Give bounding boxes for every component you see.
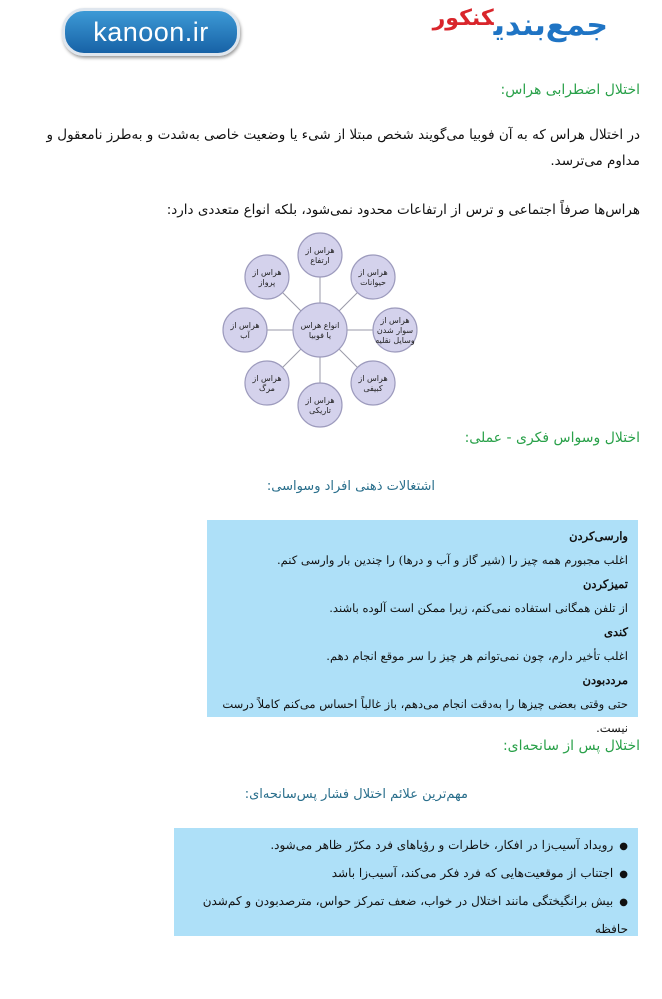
ocd-box: [207, 520, 638, 735]
phobia-node-label: هراس از: [358, 374, 388, 384]
ocd-item-title: تمیزکردن: [582, 577, 628, 591]
phobia-node-label: پرواز: [258, 277, 276, 287]
subheading-ocd: اشتغالات ذهنی افراد وسواسی:: [266, 479, 435, 494]
kanoon-logo[interactable]: [62, 8, 240, 56]
center-node-circle: [293, 303, 347, 357]
ocd-item-title: مرددبودن: [582, 673, 628, 687]
center-node-label: انواع هراس: [300, 321, 340, 330]
heading-ptsd: اختلال پس از سانحه‌ای:: [502, 738, 640, 754]
phobia-node-label: هراس از: [305, 396, 335, 405]
ocd-item-text: اغلب تأخیر دارم، چون نمی‌توانم هر چیز را سر موقع انجام دهم.: [326, 649, 628, 663]
phobia-node-label: هراس از: [380, 316, 410, 325]
phobia-node-circle: [223, 308, 267, 352]
heading-phobia: اختلال اضطرابی هراس:: [500, 82, 640, 98]
ocd-item-text: از تلفن همگانی استفاده نمی‌کنم، زیرا ممکن است آلوده باشند.: [329, 601, 628, 615]
subheading-ptsd: مهم‌ترین علائم اختلال فشار پس‌سانحه‌ای:: [244, 787, 468, 802]
phobia-node-label: هراس از: [305, 246, 335, 255]
ptsd-box: [174, 828, 638, 936]
heading-ocd: اختلال وسواس فکری - عملی:: [464, 430, 640, 446]
phobia-node-label: سوار شدن: [376, 326, 414, 335]
ocd-item-title: کندی: [604, 625, 628, 639]
phobia-node-circle: [298, 233, 342, 277]
phobia-node-label: هراس از: [358, 267, 388, 277]
phobia-types-diagram: [220, 230, 420, 430]
phobia-node-label: هراس از: [230, 321, 260, 330]
logo-main-text: جمع‌بندی: [493, 8, 608, 43]
phobia-node-label: ارتفاع: [310, 256, 330, 265]
ptsd-bullet: ● بیش برانگیختگی مانند اختلال در خواب، ضعف تمرکز حواس، مترصدبودن و کم‌شدن حافظه: [184, 888, 628, 942]
ocd-item-text: اغلب مجبورم همه چیز را (شیر گاز و آب و درها) را چندین بار وارسی کنم.: [276, 553, 628, 567]
ptsd-bullet: ● رویداد آسیب‌زا در افکار، خاطرات و رؤیاهای فرد مکرّر ظاهر می‌شود.: [184, 832, 628, 860]
ocd-item-title: وارسی‌کردن: [569, 529, 628, 543]
paragraph-phobia-definition: در اختلال هراس که به آن فوبیا می‌گویند شخص مبتلا از شیء یا وضعیت خاصی به‌شدت و به‌طرز نامعقول و مداوم می‌ترسد.: [46, 127, 640, 169]
kanoon-logo-text: kanoon.ir: [93, 16, 209, 47]
phobia-node-label: کبیفی: [363, 384, 383, 394]
phobia-node-label: تاریکی: [309, 406, 331, 415]
phobia-node-label: مرگ: [259, 384, 275, 394]
phobia-node-label: وسایل نقلیه: [375, 336, 415, 345]
phobia-node-label: هراس از: [252, 267, 282, 277]
phobia-node-circle: [298, 383, 342, 427]
paragraph-phobia-types: هراس‌ها صرفاً اجتماعی و ترس از ارتفاعات محدود نمی‌شود، بلکه انواع متعددی دارد:: [166, 202, 640, 218]
center-node-label: یا فوبیا: [308, 331, 332, 340]
ptsd-bullet: ● اجتناب از موقعیت‌هایی که فرد فکر می‌کند، آسیب‌زا باشد: [184, 860, 628, 888]
phobia-node-label: آب: [240, 331, 250, 340]
logo-accent-text: کنکور: [432, 6, 494, 31]
phobia-node-label: حیوانات: [360, 277, 386, 287]
jambandi-konkur-logo: [388, 8, 608, 54]
phobia-node-label: هراس از: [252, 374, 282, 384]
ocd-item-text: حتی وقتی بعضی چیزها را به‌دقت انجام می‌دهم، باز غالباً احساس می‌کنم کاملاً درست نیست.: [222, 697, 628, 735]
